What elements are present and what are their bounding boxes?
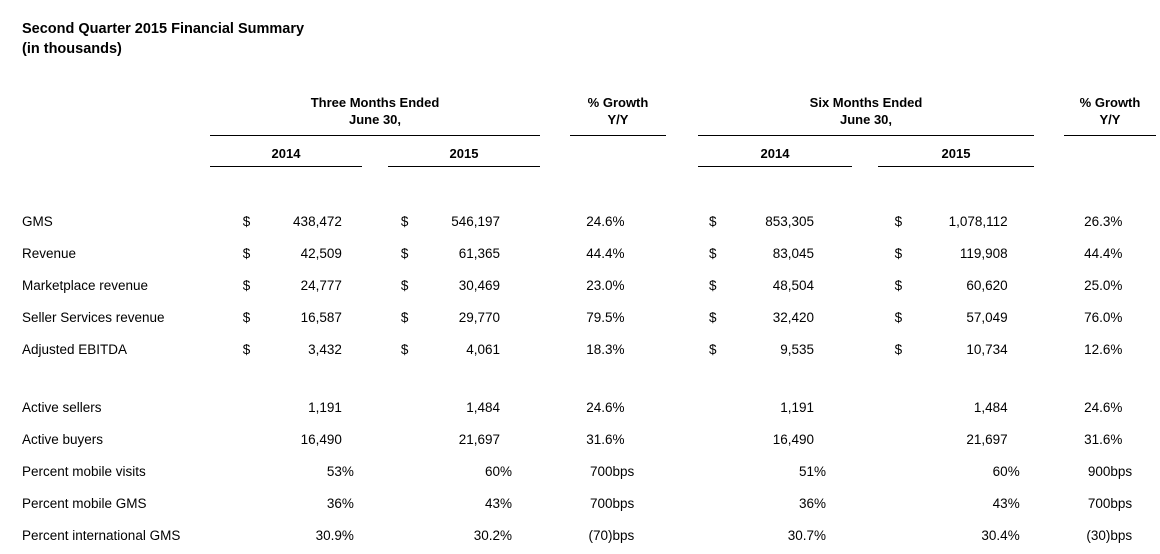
q2015-unit [500,333,545,365]
q2015-currency-symbol [401,423,425,455]
header-growth-ytd [1064,94,1156,128]
q2015-value: 61,365 [458,245,501,261]
ytd2014-unit: % [814,463,827,479]
ytd2015-value: 119,908 [959,245,1008,261]
growth-ytd-value: 26.3 [1084,213,1111,229]
row-label: Revenue [22,245,77,261]
header-three-months-line2: June 30, [348,112,402,127]
row-label: Adjusted EBITDA [22,341,128,357]
rule-six-months [698,135,1034,136]
growth-quarter-unit: bps [612,495,635,511]
header-three-months-ended [210,94,540,128]
growth-ytd-unit: % [1110,341,1123,357]
growth-ytd-unit: % [1110,399,1123,415]
ytd2015-value: 1,484 [973,399,1008,415]
column-gap [545,423,565,455]
rule-three-months [210,135,540,136]
table-row [0,423,1160,455]
column-gap [221,455,243,487]
q2014-value: 3,432 [308,341,342,357]
q2015-value: 4,061 [466,341,501,357]
growth-quarter-value: 24.6 [586,213,613,229]
growth-quarter-unit: bps [612,527,635,543]
growth-quarter-unit: % [612,277,625,293]
column-gap [387,205,401,237]
table-row [0,269,1160,301]
ytd2015-value: 10,734 [966,341,1008,357]
q2014-value: 16,490 [300,431,342,447]
table-row [0,487,1160,519]
column-gap [387,455,401,487]
column-gap [221,269,243,301]
q2015-value: 30.2 [473,527,501,543]
growth-ytd-value: 700 [1087,495,1111,511]
q2015-currency-symbol: $ [400,309,409,325]
ytd2015-value: 43 [992,495,1008,511]
column-gap [1053,237,1067,269]
ytd2014-currency-symbol [709,519,733,551]
column-gap [1053,519,1067,551]
column-gap [387,301,401,333]
growth-quarter-value: 44.4 [586,245,613,261]
q2015-currency-symbol: $ [400,341,409,357]
ytd2014-unit [814,391,859,423]
growth-ytd-unit: bps [1110,463,1133,479]
header-growth-ytd-line2: Y/Y [1099,112,1121,127]
q2015-unit [500,391,545,423]
q2014-unit [342,205,387,237]
ytd2014-value: 16,490 [772,431,815,447]
column-gap [859,301,894,333]
table-body [0,205,1160,551]
ytd2014-value: 36 [798,495,815,511]
header-year-ytd-2014: 2014 [760,146,790,161]
growth-ytd-value: (30) [1086,527,1111,543]
column-gap [859,519,894,551]
q2014-currency-symbol: $ [242,213,251,229]
q2014-unit [342,423,387,455]
ytd2015-unit: % [1007,463,1020,479]
ytd2014-value: 853,305 [765,213,815,229]
row-label: Seller Services revenue [22,309,165,325]
q2015-unit: % [500,463,513,479]
ytd2015-unit [1008,237,1053,269]
ytd2014-value: 1,191 [780,399,815,415]
ytd2014-unit [814,237,859,269]
column-gap [545,455,565,487]
header-year-q-2015: 2015 [449,146,479,161]
column-gap [1053,455,1067,487]
growth-ytd-unit: % [1110,213,1123,229]
table-row [0,455,1160,487]
header-growth-quarter-line2: Y/Y [607,112,629,127]
column-gap [545,391,565,423]
ytd2015-unit: % [1007,527,1020,543]
ytd2014-currency-symbol [709,487,733,519]
column-gap [221,423,243,455]
q2014-currency-symbol [243,423,267,455]
growth-ytd-unit: bps [1110,527,1133,543]
column-gap [545,269,565,301]
ytd2015-currency-symbol: $ [894,245,903,261]
column-gap [670,519,709,551]
ytd2014-value: 48,504 [772,277,815,293]
column-gap [545,333,565,365]
rule-q-2015 [388,166,540,167]
ytd2015-currency-symbol [895,519,919,551]
q2015-unit [500,237,545,269]
row-label: Percent international GMS [22,527,181,543]
q2014-currency-symbol [243,391,267,423]
column-gap [221,301,243,333]
ytd2015-currency-symbol: $ [894,277,903,293]
growth-ytd-unit: % [1110,245,1123,261]
rule-q-2014 [210,166,362,167]
table-row [0,519,1160,551]
ytd2014-unit: % [814,527,827,543]
growth-quarter-value: 18.3 [586,341,613,357]
q2015-value: 546,197 [451,213,501,229]
column-gap [670,391,709,423]
ytd2015-unit [1008,269,1053,301]
section-spacer-row [0,365,1160,391]
row-label: Marketplace revenue [22,277,149,293]
q2015-unit [500,423,545,455]
column-gap [387,391,401,423]
column-gap [221,519,243,551]
growth-ytd-unit: % [1110,277,1123,293]
column-gap [670,487,709,519]
growth-quarter-value: 700 [589,463,613,479]
q2014-value: 24,777 [300,277,342,293]
table-row [0,391,1160,423]
ytd2014-value: 51 [798,463,815,479]
q2015-currency-symbol [401,487,425,519]
column-gap [1053,423,1067,455]
q2014-value: 1,191 [308,399,342,415]
column-gap [859,237,894,269]
q2014-unit: % [341,495,354,511]
ytd2014-currency-symbol: $ [709,341,717,357]
row-label: Active buyers [22,431,104,447]
q2015-value: 60 [485,463,501,479]
q2014-currency-symbol: $ [242,277,251,293]
column-gap [221,333,243,365]
column-gap [545,519,565,551]
header-growth-ytd-line1: % Growth [1079,95,1141,110]
q2014-unit [342,391,387,423]
rule-ytd-2015 [878,166,1034,167]
column-gap [859,269,894,301]
column-gap [545,301,565,333]
growth-ytd-value: 76.0 [1084,309,1111,325]
column-gap [859,423,894,455]
q2014-unit [342,333,387,365]
header-six-months-ended [698,94,1034,128]
q2014-currency-symbol [243,487,267,519]
row-label: Active sellers [22,399,102,415]
q2015-currency-symbol [401,391,425,423]
q2015-currency-symbol [401,455,425,487]
column-gap [545,487,565,519]
ytd2015-value: 1,078,112 [948,213,1008,229]
column-gap [387,487,401,519]
q2015-value: 29,770 [458,309,501,325]
growth-quarter-value: 31.6 [586,431,613,447]
column-gap [859,205,894,237]
ytd2014-unit [814,333,859,365]
column-gap [859,455,894,487]
ytd2015-currency-symbol [895,487,919,519]
column-gap [670,205,709,237]
growth-quarter-value: 79.5 [586,309,613,325]
q2014-value: 30.9 [315,527,342,543]
table-row [0,301,1160,333]
column-gap [1053,391,1067,423]
ytd2014-value: 30.7 [787,527,815,543]
ytd2015-currency-symbol: $ [894,309,903,325]
column-gap [387,519,401,551]
column-gap [1053,269,1067,301]
header-year-q-2014: 2014 [271,146,301,161]
ytd2014-unit: % [814,495,827,511]
column-gap [387,269,401,301]
q2014-unit: % [341,527,354,543]
column-gap [1053,333,1067,365]
q2015-currency-symbol: $ [400,277,409,293]
growth-ytd-value: 24.6 [1084,399,1111,415]
ytd2015-unit: % [1007,495,1020,511]
growth-quarter-unit: % [612,309,625,325]
column-gap [859,333,894,365]
q2015-value: 43 [485,495,501,511]
ytd2014-unit [814,205,859,237]
ytd2014-unit [814,301,859,333]
growth-ytd-unit: bps [1110,495,1133,511]
ytd2014-currency-symbol: $ [709,277,717,293]
header-year-ytd-2015: 2015 [941,146,971,161]
ytd2014-currency-symbol: $ [709,213,717,229]
column-gap [859,391,894,423]
ytd2015-currency-symbol [895,423,919,455]
ytd2015-value: 60 [992,463,1008,479]
column-gap [221,237,243,269]
growth-quarter-value: 700 [589,495,613,511]
financial-summary-table [0,205,1160,551]
column-gap [545,205,565,237]
table-row [0,205,1160,237]
growth-quarter-value: 24.6 [586,399,613,415]
q2014-value: 53 [326,463,342,479]
q2014-currency-symbol [243,519,267,551]
row-label: Percent mobile visits [22,463,146,479]
ytd2014-currency-symbol: $ [709,309,717,325]
rule-growth-quarter [570,135,666,136]
column-gap [670,237,709,269]
column-gap [545,237,565,269]
column-gap [221,391,243,423]
q2014-currency-symbol: $ [242,245,251,261]
q2014-currency-symbol [243,455,267,487]
header-growth-quarter-line1: % Growth [587,95,649,110]
growth-quarter-value: (70) [588,527,613,543]
title-line-2: (in thousands) [22,41,122,57]
growth-ytd-value: 44.4 [1084,245,1111,261]
growth-quarter-value: 23.0 [586,277,613,293]
ytd2015-currency-symbol: $ [894,213,903,229]
ytd2015-value: 21,697 [966,431,1008,447]
ytd2015-unit [1008,205,1053,237]
growth-ytd-value: 12.6 [1084,341,1111,357]
header-growth-quarter [570,94,666,128]
page-title [22,19,304,59]
q2015-value: 21,697 [458,431,501,447]
growth-ytd-value: 25.0 [1084,277,1111,293]
column-gap [221,487,243,519]
ytd2014-currency-symbol [709,423,733,455]
q2014-value: 36 [326,495,342,511]
ytd2015-currency-symbol: $ [894,341,903,357]
q2015-value: 1,484 [466,399,501,415]
table-row [0,237,1160,269]
header-three-months-line1: Three Months Ended [310,95,440,110]
column-gap [221,205,243,237]
q2015-currency-symbol [401,519,425,551]
growth-quarter-unit: % [612,431,625,447]
ytd2015-unit [1008,301,1053,333]
growth-quarter-unit: % [612,399,625,415]
q2015-value: 30,469 [458,277,501,293]
column-gap [670,301,709,333]
q2014-currency-symbol: $ [242,341,251,357]
column-gap [1053,301,1067,333]
q2015-unit [500,301,545,333]
q2015-unit [500,205,545,237]
growth-ytd-unit: % [1110,431,1123,447]
q2014-value: 42,509 [300,245,342,261]
ytd2014-unit [814,269,859,301]
ytd2014-currency-symbol [709,391,733,423]
column-gap [670,333,709,365]
q2014-unit [342,269,387,301]
q2015-currency-symbol: $ [400,213,409,229]
row-label: GMS [22,213,53,229]
ytd2014-currency-symbol [709,455,733,487]
ytd2014-unit [814,423,859,455]
growth-quarter-unit: % [612,245,625,261]
header-six-months-line2: June 30, [839,112,893,127]
ytd2014-value: 32,420 [772,309,815,325]
rule-ytd-2014 [698,166,852,167]
q2015-unit: % [500,527,513,543]
column-gap [670,269,709,301]
column-gap [670,455,709,487]
column-gap [859,487,894,519]
growth-ytd-unit: % [1110,309,1123,325]
q2014-value: 438,472 [293,213,342,229]
growth-ytd-value: 31.6 [1084,431,1111,447]
growth-ytd-value: 900 [1087,463,1111,479]
ytd2015-value: 60,620 [966,277,1008,293]
column-gap [1053,487,1067,519]
q2014-unit [342,301,387,333]
growth-quarter-unit: % [612,213,625,229]
ytd2015-currency-symbol [895,391,919,423]
column-gap [387,333,401,365]
ytd2015-currency-symbol [895,455,919,487]
ytd2015-unit [1008,391,1053,423]
q2015-unit [500,269,545,301]
header-six-months-line1: Six Months Ended [809,95,923,110]
ytd2014-value: 9,535 [780,341,815,357]
q2014-unit: % [341,463,354,479]
q2014-currency-symbol: $ [242,309,251,325]
section-spacer-cell [0,365,1160,391]
title-line-1: Second Quarter 2015 Financial Summary [22,21,305,37]
column-gap [387,423,401,455]
table-row [0,333,1160,365]
q2015-unit: % [500,495,513,511]
row-label: Percent mobile GMS [22,495,147,511]
growth-quarter-unit: bps [612,463,635,479]
q2014-value: 16,587 [300,309,342,325]
rule-growth-ytd [1064,135,1156,136]
ytd2015-unit [1008,333,1053,365]
column-gap [1053,205,1067,237]
q2014-unit [342,237,387,269]
column-gap [670,423,709,455]
ytd2014-currency-symbol: $ [709,245,717,261]
ytd2015-unit [1008,423,1053,455]
ytd2015-value: 30.4 [981,527,1008,543]
ytd2014-value: 83,045 [772,245,815,261]
growth-quarter-unit: % [612,341,625,357]
column-gap [387,237,401,269]
q2015-currency-symbol: $ [400,245,409,261]
ytd2015-value: 57,049 [966,309,1008,325]
